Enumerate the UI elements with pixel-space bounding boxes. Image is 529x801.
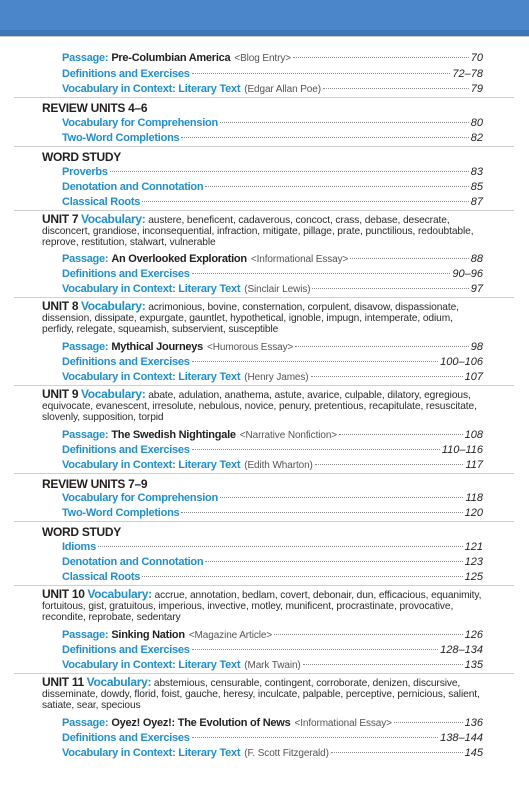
entry-title: Vocabulary in Context: Literary Text [62, 659, 241, 671]
vocabulary-label: Vocabulary: [87, 587, 152, 601]
toc-entry-passage[interactable] [62, 341, 483, 354]
page-number: 123 [464, 556, 483, 568]
toc-entry[interactable] [62, 196, 483, 209]
dot-leader [98, 546, 463, 547]
dot-leader [323, 88, 469, 89]
dot-leader [142, 201, 469, 202]
page-number: 80 [470, 117, 483, 129]
unit-vocabulary [42, 301, 486, 336]
toc-entry-definitions[interactable] [62, 68, 483, 81]
toc-entry-passage[interactable] [62, 717, 483, 730]
section-divider [14, 673, 514, 674]
toc-entry[interactable] [62, 181, 483, 194]
vocabulary-words: austere, beneficent, cadaverous, concoct, crass, debase, desecrate, disconcert, grandiose, inconsequential, infraction, mitigate, pillage, prate, punctilious, redoubtable, reprove, restitution, stalwart, vulnerable [42, 215, 474, 249]
toc-entry-literary-text[interactable] [62, 283, 483, 296]
passage-genre: <Narrative Nonfiction> [239, 430, 338, 441]
vocabulary-label: Vocabulary: [80, 387, 146, 401]
passage-genre: <Humorous Essay> [207, 342, 294, 353]
vocabulary-label: Vocabulary: [86, 675, 152, 689]
page-number: 136 [464, 717, 483, 729]
dot-leader [110, 171, 469, 172]
passage-genre: <Informational Essay> [250, 254, 349, 265]
entry-title: Two-Word Completions [62, 132, 180, 144]
page-number: 107 [464, 371, 483, 383]
toc-entry[interactable] [62, 492, 483, 505]
toc-entry[interactable] [62, 507, 483, 520]
section-heading: WORD STUDY [42, 150, 121, 164]
section-divider [14, 585, 514, 586]
passage-title: Oyez! Oyez!: The Evolution of News [111, 717, 291, 729]
toc-entry[interactable] [62, 166, 483, 179]
dot-leader [339, 434, 463, 435]
page-number: 108 [464, 429, 483, 441]
unit-label: UNIT 10 [42, 587, 85, 601]
page-number: 88 [470, 253, 483, 265]
toc-entry-passage[interactable] [62, 52, 483, 65]
entry-title: Vocabulary in Context: Literary Text [62, 459, 241, 471]
entry-title: Idioms [62, 541, 96, 553]
entry-title: Passage: [62, 429, 109, 441]
toc-entry-passage[interactable] [62, 629, 483, 642]
toc-entry[interactable] [62, 132, 483, 145]
entry-title: Definitions and Exercises [62, 644, 190, 656]
dot-leader [192, 73, 451, 74]
section-divider [14, 297, 514, 298]
dot-leader [394, 722, 463, 723]
page-number: 100–106 [440, 356, 483, 368]
passage-title: Pre-Columbian America [111, 52, 231, 64]
entry-title: Classical Roots [62, 571, 141, 583]
entry-title: Passage: [62, 629, 109, 641]
unit-label: UNIT 9 [42, 387, 79, 401]
dot-leader [192, 273, 451, 274]
passage-genre: <Blog Entry> [234, 53, 291, 64]
passage-genre: <Informational Essay> [294, 718, 392, 729]
unit-vocabulary [42, 589, 486, 624]
page-number: 87 [470, 196, 483, 208]
entry-author: (Mark Twain) [244, 660, 301, 671]
toc-entry-definitions[interactable] [62, 644, 483, 657]
page-number: 97 [470, 283, 483, 295]
unit-label: UNIT 8 [42, 299, 79, 313]
page-number: 135 [464, 659, 483, 671]
page-number: 85 [470, 181, 483, 193]
dot-leader [205, 186, 468, 187]
dot-leader [303, 664, 463, 665]
page-number: 121 [464, 541, 483, 553]
entry-title: Two-Word Completions [62, 507, 180, 519]
entry-author: (Edith Wharton) [244, 460, 313, 471]
toc-entry-definitions[interactable] [62, 268, 483, 281]
toc-entry[interactable] [62, 556, 483, 569]
page-number: 117 [465, 459, 483, 471]
entry-title: Vocabulary in Context: Literary Text [62, 747, 241, 759]
page-number: 128–134 [440, 644, 483, 656]
unit-label: UNIT 7 [42, 212, 79, 226]
entry-author: (F. Scott Fitzgerald) [244, 748, 329, 759]
entry-author: (Edgar Allan Poe) [244, 84, 321, 95]
dot-leader [293, 57, 469, 58]
page-number: 72–78 [452, 68, 483, 80]
passage-title: Mythical Journeys [111, 341, 204, 353]
dot-leader [311, 376, 463, 377]
page-number: 145 [464, 747, 483, 759]
dot-leader [220, 122, 469, 123]
dot-leader [181, 512, 462, 513]
toc-entry-passage[interactable] [62, 429, 483, 442]
dot-leader [181, 137, 468, 138]
section-divider [14, 385, 514, 386]
entry-title: Vocabulary in Context: Literary Text [62, 371, 241, 383]
vocabulary-words: accrue, annotation, bedlam, covert, debonair, dun, efficacious, equanimity, fortuitous, gist, gratuitous, imperious, invective, motley, munificent, procrastinate, provocative, recondite, reprobate, sedentary [42, 590, 482, 624]
toc-entry[interactable] [62, 117, 483, 130]
page-number: 98 [470, 341, 483, 353]
passage-title: The Swedish Nightingale [111, 429, 236, 441]
toc-entry-literary-text[interactable] [62, 459, 483, 472]
vocabulary-words: acrimonious, bovine, consternation, corpulent, disavow, dispassionate, dissension, dissipate, expurgate, gauntlet, hypothetical, ignoble, impugn, intemperate, odium, perfidy, relegate, squeamish, subservient, susceptible [42, 302, 459, 336]
entry-title: Definitions and Exercises [62, 268, 190, 280]
page-number: 110–116 [441, 444, 483, 456]
entry-title: Vocabulary in Context: Literary Text [62, 283, 241, 295]
dot-leader [295, 346, 468, 347]
vocabulary-words: abate, adulation, anathema, astute, avarice, culpable, dilatory, egregious, equivocate, evanescent, irresolute, nebulous, novice, penury, pretentious, recapitulate, resuscitate, slovenly, supposition, torpid [42, 390, 477, 424]
toc-entry-definitions[interactable] [62, 732, 483, 745]
dot-leader [350, 258, 468, 259]
dot-leader [192, 361, 439, 362]
toc-entry-literary-text[interactable] [62, 659, 483, 672]
entry-title: Definitions and Exercises [62, 444, 190, 456]
toc-entry-literary-text[interactable] [62, 747, 483, 760]
section-divider [14, 210, 514, 211]
dot-leader [192, 649, 439, 650]
section-divider [14, 521, 514, 522]
dot-leader [192, 737, 439, 738]
entry-title: Denotation and Connotation [62, 556, 204, 568]
dot-leader [315, 464, 464, 465]
entry-title: Passage: [62, 717, 109, 729]
dot-leader [274, 634, 463, 635]
page-number: 138–144 [440, 732, 483, 744]
page-number: 125 [464, 571, 483, 583]
dot-leader [142, 576, 462, 577]
dot-leader [220, 497, 463, 498]
entry-title: Definitions and Exercises [62, 68, 190, 80]
page-number: 118 [465, 492, 483, 504]
section-divider [14, 473, 514, 474]
vocabulary-label: Vocabulary: [80, 299, 146, 313]
dot-leader [192, 449, 440, 450]
entry-title: Definitions and Exercises [62, 732, 190, 744]
dot-leader [331, 752, 463, 753]
dot-leader [205, 561, 462, 562]
entry-title: Passage: [62, 52, 109, 64]
entry-author: (Henry James) [244, 372, 309, 383]
unit-vocabulary [42, 389, 486, 424]
section-heading: WORD STUDY [42, 525, 121, 539]
section-heading: REVIEW UNITS 4–6 [42, 101, 148, 115]
toc-entry-definitions[interactable] [62, 444, 483, 457]
entry-title: Passage: [62, 341, 109, 353]
entry-title: Vocabulary for Comprehension [62, 117, 218, 129]
entry-title: Passage: [62, 253, 109, 265]
page-number: 79 [470, 83, 483, 95]
entry-title: Vocabulary for Comprehension [62, 492, 218, 504]
section-divider [14, 146, 514, 147]
toc-entry-literary-text[interactable] [62, 83, 483, 96]
page-number: 83 [470, 166, 483, 178]
entry-author: (Sinclair Lewis) [244, 284, 311, 295]
toc-entry-passage[interactable] [62, 253, 483, 266]
unit-vocabulary [42, 677, 486, 712]
passage-title: An Overlooked Exploration [111, 253, 247, 265]
page-number: 126 [464, 629, 483, 641]
entry-title: Classical Roots [62, 196, 141, 208]
page-number: 90–96 [452, 268, 483, 280]
unit-label: UNIT 11 [42, 675, 84, 689]
page-number: 120 [464, 507, 483, 519]
unit-vocabulary [42, 214, 486, 249]
entry-title: Denotation and Connotation [62, 181, 204, 193]
vocabulary-label: Vocabulary: [80, 212, 146, 226]
vocabulary-words: abstemious, censurable, contingent, corroborate, denizen, discursive, disseminate, dowdy, florid, foist, gauche, heresy, inculcate, palpable, perceptive, pernicious, salient, satiate, sear, specious [42, 678, 480, 712]
toc-entry[interactable] [62, 541, 483, 554]
toc-entry-literary-text[interactable] [62, 371, 483, 384]
toc-entry[interactable] [62, 571, 483, 584]
entry-title: Vocabulary in Context: Literary Text [62, 83, 241, 95]
passage-title: Sinking Nation [111, 629, 185, 641]
entry-title: Definitions and Exercises [62, 356, 190, 368]
dot-leader [312, 288, 468, 289]
page-number: 82 [470, 132, 483, 144]
page-number: 70 [470, 52, 483, 64]
entry-title: Proverbs [62, 166, 108, 178]
passage-genre: <Magazine Article> [188, 630, 273, 641]
section-divider [14, 97, 514, 98]
toc-entry-definitions[interactable] [62, 356, 483, 369]
section-heading: REVIEW UNITS 7–9 [42, 477, 148, 491]
